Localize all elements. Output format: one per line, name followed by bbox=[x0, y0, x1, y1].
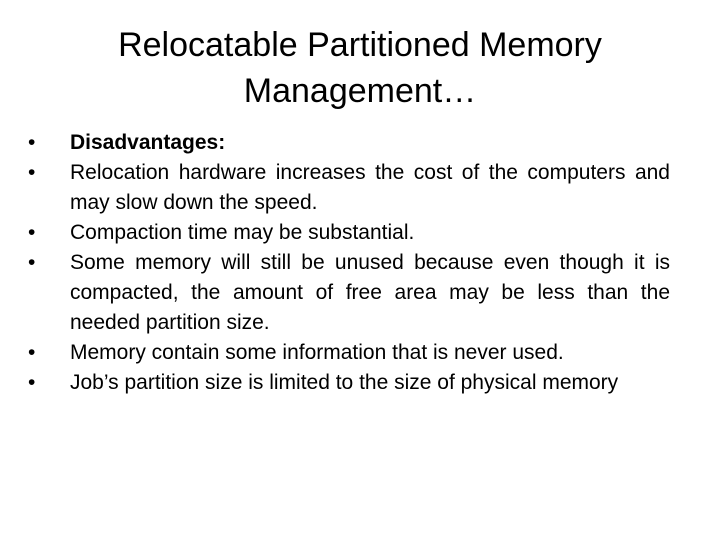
bullet-item-partition-size-limit bbox=[28, 368, 670, 398]
bullet-item-compaction-time bbox=[28, 218, 670, 248]
bullet-text: Disadvantages: bbox=[70, 131, 226, 154]
bullet-icon: • bbox=[28, 251, 36, 274]
bullet-icon: • bbox=[28, 221, 36, 244]
bullet-item-never-used-info bbox=[28, 338, 670, 368]
bullet-text: Compaction time may be substantial. bbox=[70, 221, 415, 244]
bullet-text: Some memory will still be unused because even though it is compacted, the amount of free area may be less than the needed partition size. bbox=[70, 251, 670, 334]
slide-title: Relocatable Partitioned Memory Management… bbox=[118, 26, 602, 110]
bullet-item-disadvantages bbox=[28, 128, 670, 158]
bullet-text: Memory contain some information that is never used. bbox=[70, 341, 564, 364]
bullet-list bbox=[28, 128, 670, 398]
bullet-icon: • bbox=[28, 131, 36, 154]
bullet-text: Relocation hardware increases the cost of the computers and may slow down the speed. bbox=[70, 161, 670, 214]
bullet-icon: • bbox=[28, 341, 36, 364]
bullet-item-relocation-hardware bbox=[28, 158, 670, 218]
bullet-icon: • bbox=[28, 371, 36, 394]
bullet-text: Job’s partition size is limited to the size of physical memory bbox=[70, 371, 619, 394]
bullet-item-unused-memory bbox=[28, 248, 670, 338]
bullet-icon: • bbox=[28, 161, 36, 184]
